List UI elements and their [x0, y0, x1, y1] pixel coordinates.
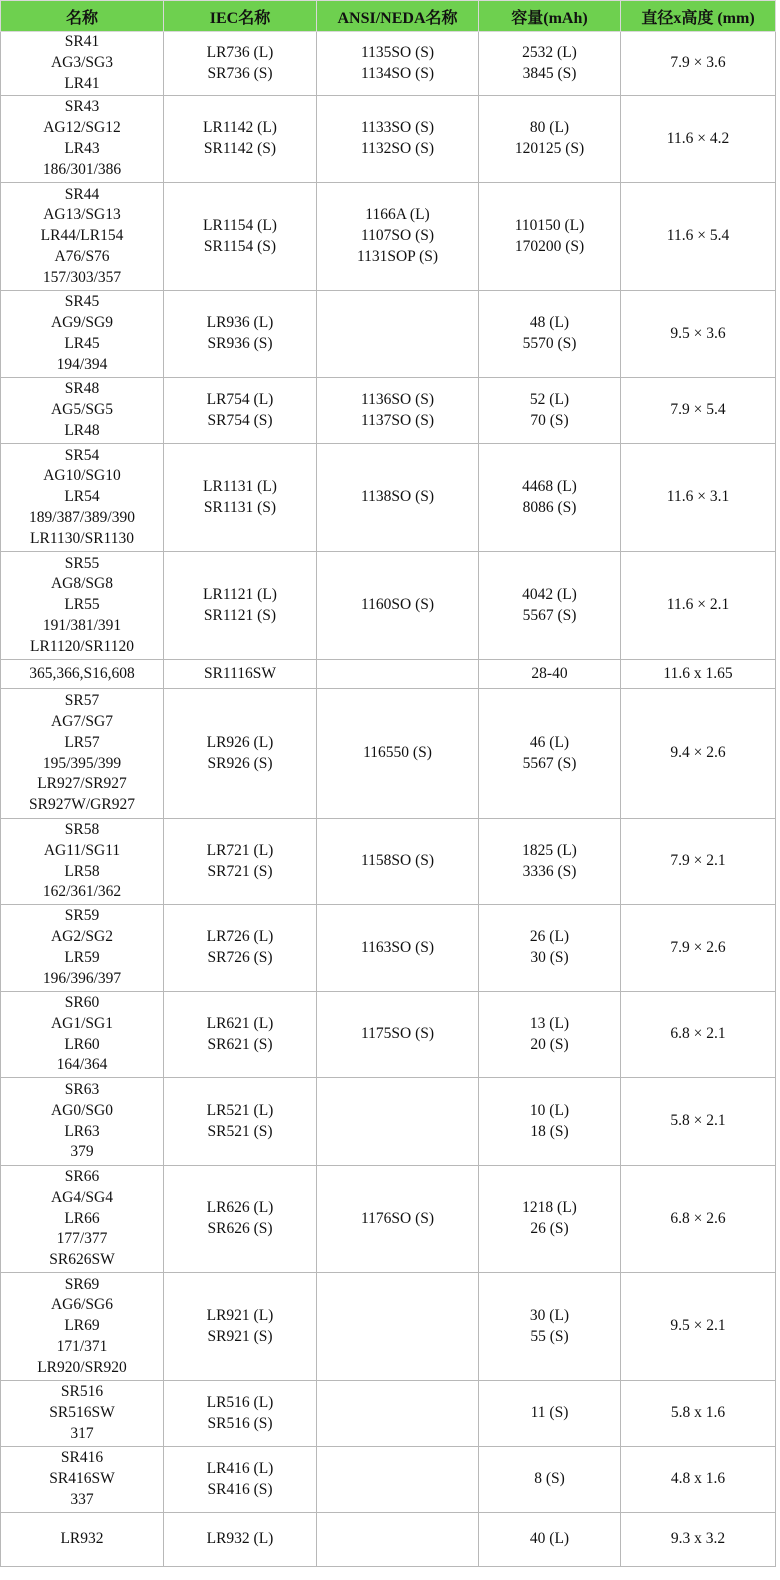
- cell-size-line: 6.8 × 2.6: [670, 1209, 726, 1227]
- cell-ansi-line: 1176SO (S): [360, 1209, 435, 1227]
- cell-name-line: LR59: [64, 949, 100, 966]
- cell-name-line: SR60: [64, 993, 100, 1011]
- table-row: [1, 1513, 776, 1567]
- cell-ansi: [317, 1078, 479, 1166]
- cell-name-line: SR45: [64, 293, 100, 311]
- cell-iec-line: LR521 (L): [206, 1101, 274, 1119]
- cell-name-line: AG7/SG7: [50, 712, 113, 730]
- cell-ansi: [317, 660, 479, 689]
- cell-name: [1, 32, 164, 96]
- cell-iec: [164, 552, 317, 660]
- cell-ansi-line: 1163SO (S): [360, 938, 435, 956]
- cell-size-line: 7.9 × 2.6: [670, 938, 726, 956]
- header-size: 直径x高度 (mm): [621, 1, 776, 32]
- cell-capacity-line: 4042 (L): [522, 585, 577, 603]
- cell-name-line: AG2/SG2: [50, 928, 113, 946]
- cell-name: [1, 1078, 164, 1166]
- cell-capacity: [479, 96, 621, 183]
- cell-capacity: [479, 444, 621, 552]
- table-row: [1, 1078, 776, 1166]
- cell-size: [621, 1078, 776, 1166]
- cell-iec: [164, 1381, 317, 1447]
- cell-size-line: 9.5 × 2.1: [670, 1317, 726, 1335]
- cell-name-line: LR58: [64, 862, 100, 880]
- cell-name-line: AG3/SG3: [50, 54, 113, 72]
- table-row: [1, 819, 776, 905]
- cell-capacity-line: 52 (L): [529, 390, 570, 408]
- cell-size-line: 4.8 x 1.6: [670, 1470, 726, 1488]
- cell-capacity: [479, 1447, 621, 1513]
- cell-iec-line: SR1116SW: [203, 664, 277, 682]
- cell-name-line: 162/361/362: [42, 883, 122, 901]
- cell-size: [621, 291, 776, 378]
- cell-capacity-line: 3845 (S): [522, 64, 577, 82]
- cell-name-line: 379: [70, 1143, 94, 1161]
- cell-iec: [164, 291, 317, 378]
- cell-capacity-line: 26 (L): [529, 928, 570, 946]
- cell-name-line: SR57: [64, 692, 100, 710]
- cell-name: [1, 1166, 164, 1273]
- cell-name-line: LR44/LR154: [40, 227, 124, 245]
- cell-capacity-line: 1218 (L): [522, 1199, 577, 1217]
- cell-size-line: 6.8 × 2.1: [670, 1025, 726, 1043]
- cell-name: [1, 183, 164, 291]
- cell-capacity-line: 26 (S): [530, 1220, 569, 1237]
- cell-iec-line: LR721 (L): [206, 841, 274, 859]
- cell-capacity: [479, 183, 621, 291]
- cell-size: [621, 32, 776, 96]
- cell-capacity: [479, 1381, 621, 1447]
- table-row: [1, 552, 776, 660]
- cell-iec-line: SR621 (S): [207, 1035, 273, 1053]
- cell-name: [1, 96, 164, 183]
- cell-capacity: [479, 291, 621, 378]
- cell-size-line: 11.6 × 3.1: [666, 488, 730, 506]
- table-row: [1, 378, 776, 444]
- cell-name-line: LR66: [64, 1209, 100, 1227]
- cell-iec-line: SR416 (S): [207, 1480, 273, 1498]
- cell-name-line: SR59: [64, 907, 100, 925]
- cell-name-line: SR55: [64, 554, 100, 572]
- cell-iec-line: SR736 (S): [207, 64, 273, 82]
- cell-ansi-line: 1131SOP (S): [356, 247, 439, 265]
- cell-capacity-line: 5570 (S): [522, 335, 577, 352]
- cell-name-line: LR57: [64, 733, 100, 751]
- cell-iec: [164, 905, 317, 992]
- cell-iec-line: SR754 (S): [207, 411, 273, 429]
- cell-name-line: AG5/SG5: [50, 401, 113, 419]
- cell-size: [621, 1273, 776, 1381]
- cell-name-line: AG4/SG4: [50, 1188, 113, 1206]
- cell-capacity-line: 170200 (S): [514, 237, 585, 255]
- cell-iec-line: LR1131 (L): [203, 477, 277, 495]
- cell-name: [1, 992, 164, 1078]
- cell-ansi-line: 1158SO (S): [360, 852, 435, 870]
- cell-size: [621, 1381, 776, 1447]
- cell-iec-line: SR921 (S): [207, 1327, 273, 1345]
- cell-capacity-line: 48 (L): [529, 314, 570, 332]
- cell-iec-line: LR926 (L): [206, 733, 274, 751]
- cell-iec-line: SR721 (S): [207, 862, 273, 880]
- cell-capacity-line: 18 (S): [530, 1122, 569, 1140]
- cell-name-line: SR516: [60, 1383, 104, 1401]
- cell-name-line: SR54: [64, 446, 100, 464]
- cell-iec: [164, 1273, 317, 1381]
- cell-size-line: 11.6 × 4.2: [666, 129, 730, 147]
- cell-iec-line: SR726 (S): [207, 949, 273, 966]
- cell-capacity-line: 8086 (S): [522, 498, 577, 516]
- cell-ansi: [317, 96, 479, 183]
- cell-name: [1, 291, 164, 378]
- cell-iec: [164, 819, 317, 905]
- cell-name-line: 157/303/357: [42, 268, 122, 286]
- cell-iec: [164, 444, 317, 552]
- cell-iec-line: LR1154 (L): [203, 216, 277, 234]
- cell-capacity: [479, 1273, 621, 1381]
- cell-size-line: 7.9 × 3.6: [670, 54, 726, 72]
- cell-name: [1, 1513, 164, 1567]
- cell-ansi: [317, 1447, 479, 1513]
- cell-ansi-line: 1137SO (S): [360, 411, 435, 429]
- cell-name-line: 196/396/397: [42, 969, 122, 987]
- cell-iec: [164, 183, 317, 291]
- cell-ansi-line: 1166A (L): [365, 206, 430, 224]
- cell-capacity: [479, 660, 621, 689]
- cell-ansi: [317, 1381, 479, 1447]
- cell-size: [621, 183, 776, 291]
- cell-name-line: LR1120/SR1120: [30, 637, 134, 655]
- cell-name-line: LR920/SR920: [37, 1358, 127, 1376]
- cell-name-line: SR927W/GR927: [29, 796, 135, 814]
- cell-name-line: SR43: [64, 98, 100, 116]
- table-row: [1, 660, 776, 689]
- table-row: [1, 444, 776, 552]
- table-row: [1, 1273, 776, 1381]
- cell-name-line: SR44: [64, 185, 100, 203]
- cell-capacity: [479, 689, 621, 819]
- cell-ansi: [317, 291, 479, 378]
- cell-name-line: 186/301/386: [42, 160, 122, 178]
- cell-capacity-line: 3336 (S): [522, 862, 577, 880]
- cell-name-line: AG1/SG1: [50, 1014, 113, 1032]
- cell-name: [1, 1447, 164, 1513]
- cell-iec-line: SR926 (S): [207, 754, 273, 772]
- cell-capacity: [479, 1513, 621, 1567]
- cell-iec: [164, 660, 317, 689]
- cell-iec-line: SR1154 (S): [203, 237, 277, 255]
- cell-iec-line: LR1142 (L): [203, 119, 277, 137]
- header-iec: IEC名称: [164, 1, 317, 32]
- cell-size-line: 11.6 x 1.65: [663, 664, 733, 682]
- cell-capacity: [479, 378, 621, 444]
- cell-name-line: LR55: [64, 596, 100, 614]
- cell-name-line: SR516SW: [49, 1404, 115, 1422]
- cell-name-line: 365,366,S16,608: [29, 664, 135, 682]
- cell-iec-line: LR921 (L): [206, 1306, 274, 1324]
- cell-size: [621, 1447, 776, 1513]
- cell-name-line: SR626SW: [49, 1251, 115, 1269]
- cell-ansi-line: 1134SO (S): [360, 64, 435, 82]
- cell-ansi-line: 1175SO (S): [360, 1025, 435, 1043]
- cell-size-line: 11.6 × 5.4: [666, 227, 730, 245]
- cell-size-line: 11.6 × 2.1: [666, 596, 730, 614]
- cell-ansi: [317, 905, 479, 992]
- cell-size: [621, 689, 776, 819]
- cell-ansi-line: 1138SO (S): [360, 488, 435, 506]
- cell-name: [1, 552, 164, 660]
- cell-name-line: LR41: [64, 74, 100, 92]
- cell-name-line: 317: [70, 1424, 94, 1442]
- cell-capacity: [479, 905, 621, 992]
- cell-name-line: LR48: [64, 421, 100, 439]
- cell-ansi: [317, 689, 479, 819]
- cell-capacity-line: 13 (L): [529, 1014, 570, 1032]
- cell-name-line: SR66: [64, 1168, 100, 1185]
- cell-name-line: 191/381/391: [42, 616, 122, 634]
- cell-capacity-line: 70 (S): [530, 411, 569, 429]
- cell-name-line: SR416: [60, 1449, 104, 1467]
- cell-iec-line: LR416 (L): [206, 1459, 274, 1477]
- cell-capacity-line: 30 (S): [530, 949, 569, 966]
- cell-size-line: 9.3 x 3.2: [670, 1530, 726, 1548]
- cell-capacity-line: 5567 (S): [522, 754, 577, 772]
- cell-iec: [164, 1447, 317, 1513]
- cell-name-line: SR69: [64, 1275, 100, 1293]
- cell-ansi-line: 116550 (S): [363, 744, 432, 762]
- cell-size: [621, 378, 776, 444]
- cell-capacity-line: 120125 (S): [514, 140, 585, 157]
- cell-iec-line: SR1121 (S): [203, 606, 277, 624]
- cell-capacity-line: 4468 (L): [522, 477, 577, 495]
- cell-name-line: LR1130/SR1130: [30, 529, 134, 547]
- cell-capacity-line: 1825 (L): [522, 841, 577, 859]
- cell-name-line: LR45: [64, 335, 100, 352]
- header-row: [1, 1, 776, 32]
- cell-ansi: [317, 444, 479, 552]
- cell-capacity-line: 8 (S): [534, 1470, 565, 1488]
- cell-name: [1, 444, 164, 552]
- table-row: [1, 689, 776, 819]
- cell-iec-line: LR936 (L): [206, 314, 274, 332]
- cell-size: [621, 552, 776, 660]
- cell-name-line: AG9/SG9: [50, 314, 113, 332]
- cell-name-line: LR927/SR927: [37, 775, 127, 793]
- cell-name-line: 164/364: [56, 1056, 108, 1074]
- cell-name: [1, 660, 164, 689]
- cell-ansi: [317, 1273, 479, 1381]
- cell-capacity-line: 40 (L): [529, 1530, 570, 1548]
- table-row: [1, 1166, 776, 1273]
- cell-name-line: AG10/SG10: [43, 467, 121, 485]
- cell-capacity-line: 80 (L): [529, 119, 570, 137]
- cell-size: [621, 660, 776, 689]
- cell-ansi-line: 1107SO (S): [360, 227, 435, 245]
- cell-ansi: [317, 183, 479, 291]
- cell-iec: [164, 689, 317, 819]
- cell-ansi-line: 1132SO (S): [360, 140, 435, 157]
- cell-size: [621, 819, 776, 905]
- cell-name-line: LR932: [60, 1530, 104, 1548]
- header-ansi: ANSI/NEDA名称: [317, 1, 479, 32]
- cell-name: [1, 1273, 164, 1381]
- table-row: [1, 291, 776, 378]
- table-row: [1, 183, 776, 291]
- table-row: [1, 1447, 776, 1513]
- cell-ansi: [317, 1166, 479, 1273]
- cell-name-line: 337: [70, 1490, 94, 1508]
- cell-ansi: [317, 552, 479, 660]
- cell-ansi: [317, 1513, 479, 1567]
- cell-name: [1, 1381, 164, 1447]
- cell-name-line: AG13/SG13: [43, 206, 121, 224]
- cell-name: [1, 819, 164, 905]
- cell-name-line: 189/387/389/390: [29, 508, 135, 526]
- cell-size-line: 5.8 x 1.6: [670, 1404, 726, 1422]
- cell-ansi: [317, 819, 479, 905]
- cell-iec: [164, 1078, 317, 1166]
- cell-capacity-line: 55 (S): [530, 1327, 569, 1345]
- table-row: [1, 32, 776, 96]
- cell-name-line: 171/371: [56, 1337, 108, 1355]
- table-body: [1, 32, 776, 1567]
- cell-name-line: SR416SW: [49, 1470, 115, 1488]
- cell-name: [1, 378, 164, 444]
- cell-size: [621, 96, 776, 183]
- cell-name-line: LR69: [64, 1317, 100, 1335]
- cell-name-line: LR54: [64, 488, 100, 506]
- cell-name-line: AG11/SG11: [43, 841, 121, 859]
- cell-name-line: AG0/SG0: [50, 1101, 113, 1119]
- cell-iec: [164, 32, 317, 96]
- cell-size: [621, 1513, 776, 1567]
- cell-name-line: A76/S76: [54, 247, 110, 265]
- cell-size-line: 9.4 × 2.6: [670, 744, 726, 762]
- cell-iec: [164, 992, 317, 1078]
- cell-name-line: 195/395/399: [42, 754, 122, 772]
- cell-capacity-line: 5567 (S): [522, 606, 577, 624]
- cell-name-line: 177/377: [56, 1230, 108, 1248]
- cell-iec: [164, 378, 317, 444]
- cell-size: [621, 905, 776, 992]
- header-capacity: 容量(mAh): [479, 1, 621, 32]
- cell-ansi-line: 1136SO (S): [360, 390, 435, 408]
- cell-name-line: AG6/SG6: [50, 1296, 113, 1314]
- cell-name-line: SR41: [64, 33, 100, 51]
- cell-size: [621, 444, 776, 552]
- cell-name: [1, 689, 164, 819]
- cell-name-line: SR48: [64, 380, 100, 398]
- cell-iec-line: SR626 (S): [207, 1220, 273, 1237]
- cell-capacity-line: 10 (L): [529, 1101, 570, 1119]
- cell-capacity: [479, 552, 621, 660]
- cell-iec: [164, 1166, 317, 1273]
- header-name: 名称: [1, 1, 164, 32]
- cell-capacity: [479, 32, 621, 96]
- cell-iec-line: LR1121 (L): [203, 585, 277, 603]
- cell-capacity: [479, 992, 621, 1078]
- cell-iec-line: SR1142 (S): [203, 140, 277, 157]
- cell-iec: [164, 1513, 317, 1567]
- cell-size: [621, 992, 776, 1078]
- cell-size-line: 7.9 × 2.1: [670, 852, 726, 870]
- cell-name: [1, 905, 164, 992]
- cell-ansi: [317, 992, 479, 1078]
- table-row: [1, 905, 776, 992]
- cell-iec-line: LR516 (L): [206, 1393, 274, 1411]
- cell-name-line: AG8/SG8: [50, 575, 113, 593]
- cell-capacity-line: 2532 (L): [522, 43, 577, 61]
- cell-iec-line: LR754 (L): [206, 390, 274, 408]
- cell-size-line: 9.5 × 3.6: [670, 324, 726, 342]
- cell-iec-line: LR621 (L): [206, 1014, 274, 1032]
- cell-name-line: 194/394: [56, 355, 108, 373]
- cell-iec-line: SR936 (S): [207, 335, 273, 352]
- cell-iec-line: LR932 (L): [206, 1530, 274, 1548]
- table-row: [1, 96, 776, 183]
- cell-size-line: 5.8 × 2.1: [670, 1112, 726, 1130]
- cell-name-line: SR58: [64, 820, 100, 838]
- cell-iec-line: SR521 (S): [207, 1122, 273, 1140]
- cell-size: [621, 1166, 776, 1273]
- cell-capacity-line: 46 (L): [529, 733, 570, 751]
- cell-capacity-line: 110150 (L): [514, 216, 585, 234]
- cell-name-line: AG12/SG12: [43, 119, 121, 137]
- cell-capacity: [479, 819, 621, 905]
- cell-iec-line: LR626 (L): [206, 1199, 274, 1217]
- cell-capacity: [479, 1166, 621, 1273]
- cell-iec-line: SR516 (S): [207, 1414, 273, 1432]
- cell-iec-line: LR726 (L): [206, 928, 274, 946]
- cell-name-line: LR63: [64, 1122, 100, 1140]
- cell-capacity-line: 20 (S): [530, 1035, 569, 1053]
- cell-capacity-line: 28-40: [531, 664, 568, 682]
- cell-iec: [164, 96, 317, 183]
- cell-ansi-line: 1160SO (S): [360, 596, 435, 614]
- cell-ansi-line: 1133SO (S): [360, 119, 435, 137]
- cell-name-line: SR63: [64, 1080, 100, 1098]
- cell-ansi-line: 1135SO (S): [360, 43, 435, 61]
- cell-iec-line: SR1131 (S): [203, 498, 277, 516]
- cell-name-line: LR43: [64, 140, 100, 157]
- cell-name-line: LR60: [64, 1035, 100, 1053]
- cell-capacity-line: 30 (L): [529, 1306, 570, 1324]
- cell-ansi: [317, 32, 479, 96]
- table-row: [1, 1381, 776, 1447]
- cell-size-line: 7.9 × 5.4: [670, 401, 726, 419]
- cell-iec-line: LR736 (L): [206, 43, 274, 61]
- cell-ansi: [317, 378, 479, 444]
- cell-capacity-line: 11 (S): [530, 1404, 569, 1422]
- cell-capacity: [479, 1078, 621, 1166]
- table-row: [1, 992, 776, 1078]
